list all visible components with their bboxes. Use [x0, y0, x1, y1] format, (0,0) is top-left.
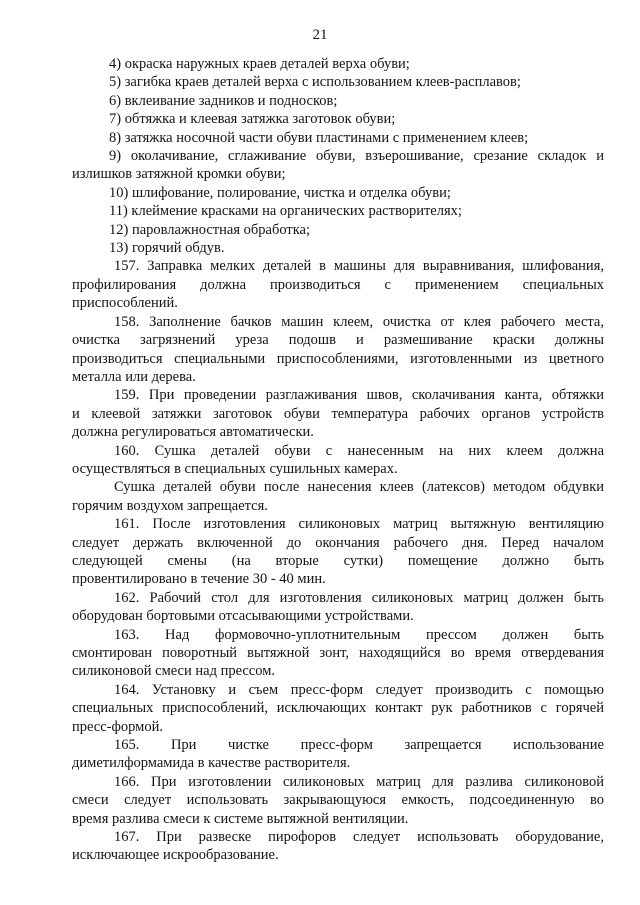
text-line: следует держать включенной до окончания рабочего дня. Перед началом [72, 534, 604, 551]
page-number: 21 [312, 27, 328, 43]
text-line: очистка загрязнений уреза подошв и размешивание краски должны [72, 332, 604, 349]
text-line: оборудован бортовыми отсасывающими устройствами. [72, 608, 414, 625]
text-line: 162. Рабочий стол для изготовления силиконовых матриц должен быть [114, 589, 604, 606]
document-body [72, 55, 604, 865]
text-line: 167. При развеске пирофоров следует использовать оборудование, [114, 829, 604, 846]
text-line: 158. Заполнение бачков машин клеем, очистка от клея рабочего места, [114, 313, 604, 330]
text-line: 6) вклеивание задников и подносков; [109, 92, 338, 109]
text-line: и клеевой затяжки заготовок обуви температура рабочих органов устройств [72, 405, 604, 422]
text-line: 163. Над формовочно-уплотнительным прессом должен быть [114, 626, 604, 643]
text-line: исключающее искрообразование. [72, 847, 279, 864]
text-line: 165. При чистке пресс-форм запрещается использование [114, 737, 604, 754]
text-line: горячим воздухом запрещается. [72, 497, 268, 514]
text-line: производиться специальными приспособлениями, изготовленными из цветного [72, 350, 604, 367]
text-line: металла или дерева. [72, 368, 196, 385]
text-line: должна регулироваться автоматически. [72, 424, 314, 441]
text-line: 10) шлифование, полирование, чистка и отделка обуви; [109, 184, 451, 201]
text-line: 7) обтяжка и клеевая затяжка заготовок обуви; [109, 111, 396, 128]
text-line: 164. Установку и съем пресс-форм следует производить с помощью [114, 681, 604, 698]
text-line: 8) затяжка носочной части обуви пластинами с применением клеев; [109, 129, 529, 146]
text-line: приспособлений. [72, 295, 178, 312]
text-line: провентилировано в течение 30 - 40 мин. [72, 571, 326, 588]
text-line: 157. Заправка мелких деталей в машины для выравнивания, шлифования, [114, 258, 604, 275]
text-line: 159. При проведении разглаживания швов, сколачивания канта, обтяжки [114, 387, 604, 404]
text-line: Сушка деталей обуви после нанесения клеев (латексов) методом обдувки [114, 479, 604, 496]
text-line: 12) паровлажностная обработка; [109, 221, 311, 238]
text-line: смеси следует использовать закрывающуюся емкость, подсоединенную во [72, 792, 604, 809]
text-line: время разлива смеси к системе вытяжной вентиляции. [72, 810, 409, 827]
text-line: 5) загибка краев деталей верха с использованием клеев-расплавов; [109, 74, 521, 91]
text-line: 13) горячий обдув. [109, 240, 225, 257]
text-line: следующей смены (на вторые сутки) помещение должно быть [72, 552, 604, 569]
text-line: 11) клеймение красками на органических растворителях; [109, 203, 462, 220]
text-line: 166. При изготовлении силиконовых матриц для разлива силиконовой [114, 773, 604, 790]
text-line: осуществляться в специальных сушильных камерах. [72, 460, 398, 477]
text-line: 9) околачивание, сглаживание обуви, взъерошивание, срезание складок и [109, 148, 604, 165]
text-line: пресс-формой. [72, 718, 163, 735]
text-line: излишков затяжной кромки обуви; [72, 166, 286, 183]
text-line: специальных приспособлений, исключающих контакт рук работников с горячей [72, 700, 604, 717]
text-line: 4) окраска наружных краев деталей верха обуви; [109, 56, 410, 72]
text-line: силиконовой смеси над прессом. [72, 663, 276, 680]
text-line: профилирования должна производиться с применением специальных [72, 276, 604, 293]
text-line: 160. Сушка деталей обуви с нанесенным на них клеем должна [114, 442, 604, 459]
text-line: смонтирован поворотный вытяжной зонт, находящийся во время отвердевания [72, 645, 604, 661]
text-line: 161. После изготовления силиконовых матриц вытяжную вентиляцию [114, 516, 604, 533]
text-line: диметилформамида в качестве растворителя. [72, 755, 351, 772]
